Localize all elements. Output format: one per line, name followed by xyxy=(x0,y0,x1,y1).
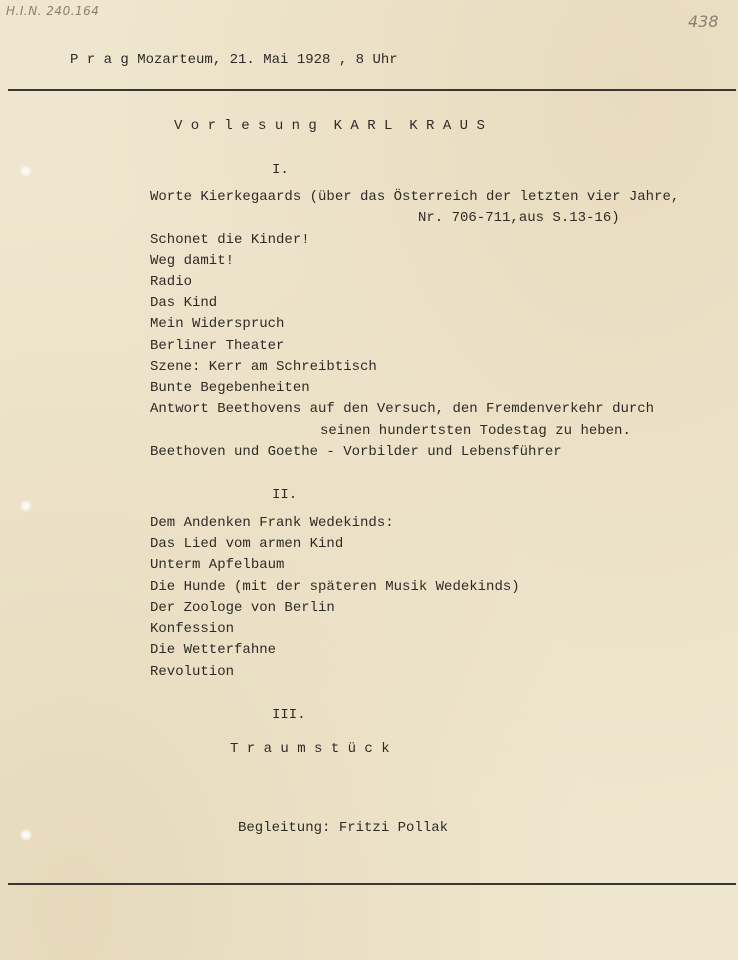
accompaniment-credit: Begleitung: Fritzi Pollak xyxy=(238,820,449,836)
program-item: Die Wetterfahne xyxy=(150,642,277,658)
punch-hole xyxy=(20,500,32,512)
program-item: Berliner Theater xyxy=(150,338,285,354)
program-item: Bunte Begebenheiten xyxy=(150,380,310,396)
top-rule xyxy=(8,89,736,91)
program-item: Revolution xyxy=(150,664,235,680)
program-item: Mein Widerspruch xyxy=(150,316,285,332)
program-item: seinen hundertsten Todestag zu heben. xyxy=(320,423,631,439)
header-location-date: P r a g Mozarteum, 21. Mai 1928 , 8 Uhr xyxy=(70,52,398,68)
program-item: Dem Andenken Frank Wedekinds: xyxy=(150,515,394,531)
program-item: Die Hunde (mit der späteren Musik Wedekinds) xyxy=(150,579,520,595)
program-item: Unterm Apfelbaum xyxy=(150,557,285,573)
punch-hole xyxy=(20,829,32,841)
section-3-numeral: III. xyxy=(272,707,306,723)
page-title: V o r l e s u n g K A R L K R A U S xyxy=(174,118,485,134)
program-item: Konfession xyxy=(150,621,235,637)
program-item: Antwort Beethovens auf den Versuch, den Fremdenverkehr durch xyxy=(150,401,655,417)
program-item: Beethoven und Goethe - Vorbilder und Lebensführer xyxy=(150,444,562,460)
archive-reference: H.I.N. 240.164 xyxy=(6,4,100,18)
program-item: T r a u m s t ü c k xyxy=(230,741,390,757)
section-1-numeral: I. xyxy=(272,162,289,178)
punch-hole xyxy=(20,165,32,177)
program-item: Nr. 706-711,aus S.13-16) xyxy=(418,210,620,226)
bottom-rule xyxy=(8,883,736,885)
program-item: Weg damit! xyxy=(150,253,235,269)
program-item: Worte Kierkegaards (über das Österreich der letzten vier Jahre, xyxy=(150,189,680,205)
program-item: Szene: Kerr am Schreibtisch xyxy=(150,359,377,375)
program-item: Der Zoologe von Berlin xyxy=(150,600,335,616)
section-2-numeral: II. xyxy=(272,487,298,503)
program-item: Das Lied vom armen Kind xyxy=(150,536,344,552)
program-item: Das Kind xyxy=(150,295,218,311)
program-item: Schonet die Kinder! xyxy=(150,232,310,248)
page-number: 438 xyxy=(688,12,719,31)
program-item: Radio xyxy=(150,274,193,290)
